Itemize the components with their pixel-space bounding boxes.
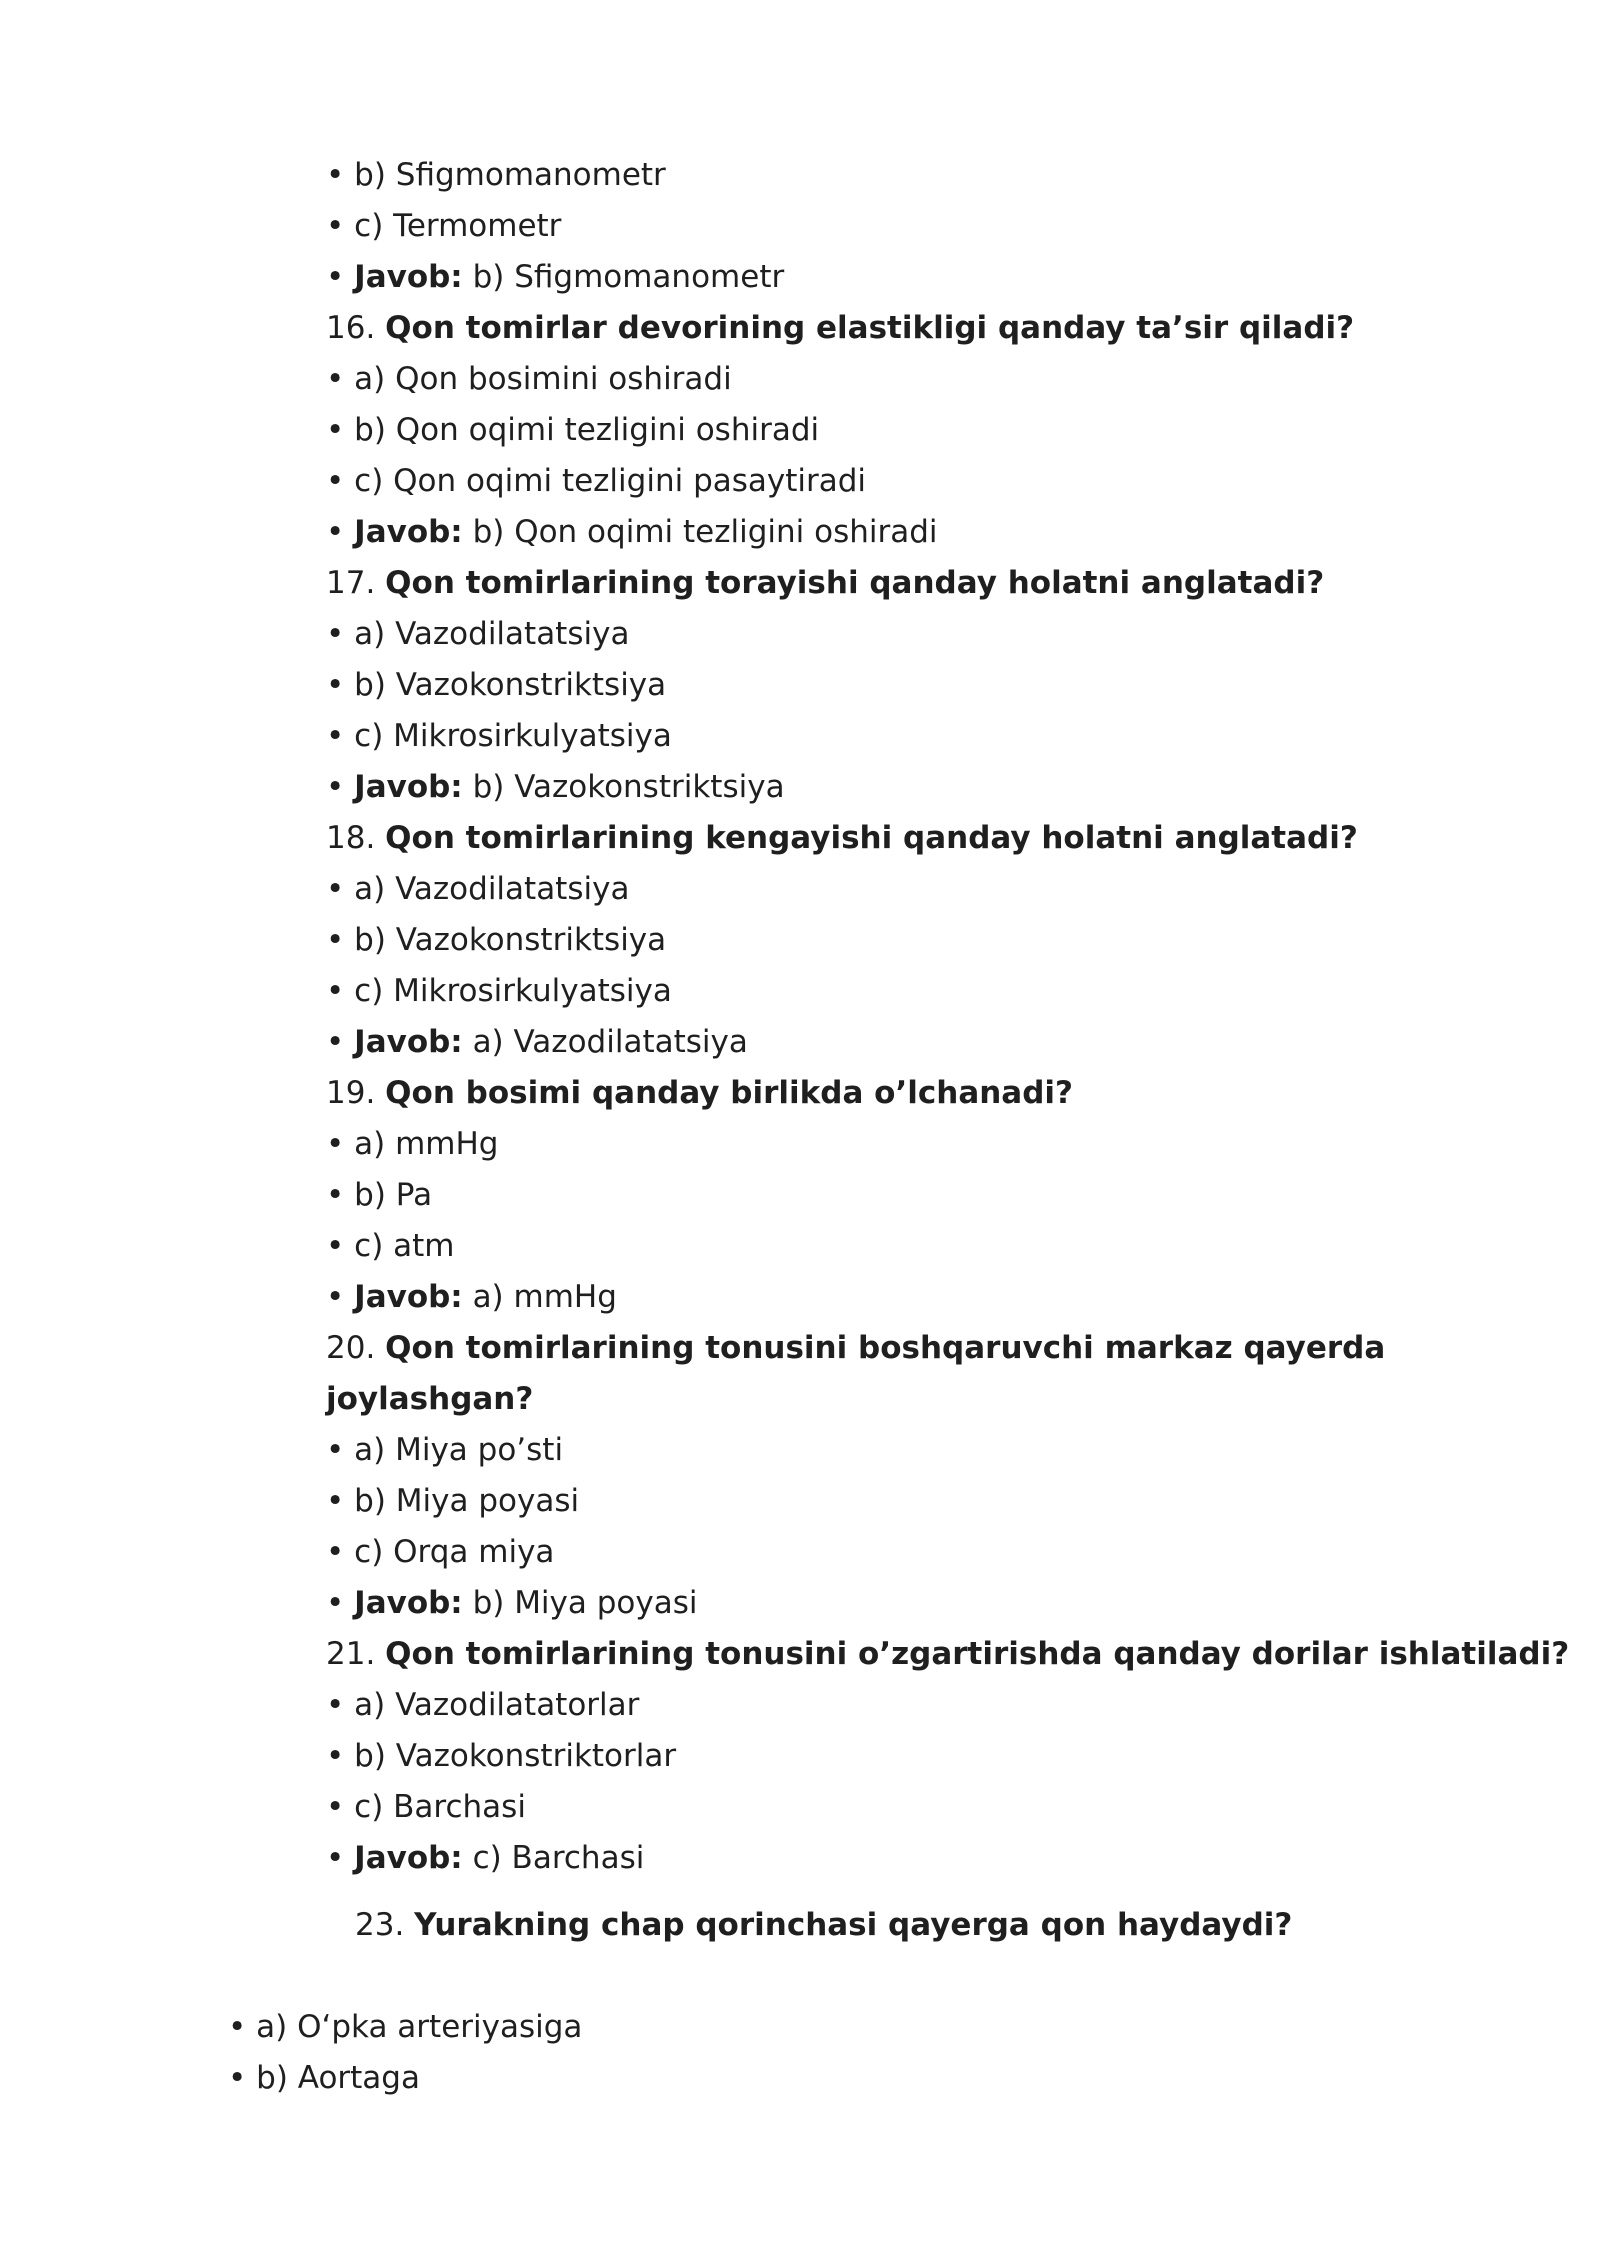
question-text: Qon tomirlarining tonusini o’zgartirishda qanday dorilar ishlatiladi? xyxy=(385,1636,1570,1672)
option-text: b) Aortaga xyxy=(256,2060,420,2096)
option-text: c) Qon oqimi tezligini pasaytiradi xyxy=(354,463,867,499)
option-line xyxy=(326,864,1556,915)
quiz-list xyxy=(326,150,1570,1884)
question-number: 16. xyxy=(326,310,376,346)
option-text: b) Vazokonstriktorlar xyxy=(354,1738,677,1774)
question-20 xyxy=(326,1323,1466,1425)
option-line xyxy=(326,966,1556,1017)
option-line xyxy=(326,1527,1556,1578)
bullet: • xyxy=(326,1279,345,1315)
answer-text: b) Miya poyasi xyxy=(472,1585,698,1621)
option-line xyxy=(326,1425,1556,1476)
answer-text: b) Qon oqimi tezligini oshiradi xyxy=(472,514,938,550)
option-line xyxy=(326,660,1556,711)
bullet: • xyxy=(326,769,345,805)
option-text: a) O‘pka arteriyasiga xyxy=(256,2009,583,2045)
bullet: • xyxy=(228,2009,247,2045)
option-text: b) Vazokonstriktsiya xyxy=(354,922,667,958)
option-line xyxy=(326,1119,1556,1170)
bullet: • xyxy=(326,463,345,499)
option-text: a) Vazodilatatsiya xyxy=(354,871,630,907)
question-text: Qon tomirlarining torayishi qanday holatni anglatadi? xyxy=(385,565,1325,601)
option-text: a) Vazodilatatsiya xyxy=(354,616,630,652)
answer-label: Javob: xyxy=(354,1585,463,1621)
bullet: • xyxy=(326,361,345,397)
bullet: • xyxy=(326,1432,345,1468)
bullet: • xyxy=(326,922,345,958)
option-text: a) Miya po’sti xyxy=(354,1432,564,1468)
bullet: • xyxy=(326,412,345,448)
bullet: • xyxy=(326,1585,345,1621)
bullet: • xyxy=(326,259,345,295)
answer-line xyxy=(326,252,1556,303)
question-17 xyxy=(326,558,1466,609)
option-text: c) Barchasi xyxy=(354,1789,526,1825)
answer-label: Javob: xyxy=(354,514,463,550)
bullet: • xyxy=(326,514,345,550)
bullet: • xyxy=(326,208,345,244)
bullet: • xyxy=(326,1789,345,1825)
bullet: • xyxy=(326,1840,345,1876)
answer-text: b) Vazokonstriktsiya xyxy=(472,769,785,805)
answer-line xyxy=(326,1833,1556,1884)
question-number: 18. xyxy=(326,820,376,856)
option-line xyxy=(326,456,1556,507)
answer-line xyxy=(326,1272,1556,1323)
option-line xyxy=(228,2053,582,2104)
option-text: b) Miya poyasi xyxy=(354,1483,580,1519)
option-text: a) Vazodilatatorlar xyxy=(354,1687,640,1723)
option-line xyxy=(326,201,1556,252)
question-text: Yurakning chap qorinchasi qayerga qon haydaydi? xyxy=(414,1907,1293,1943)
option-text: c) Mikrosirkulyatsiya xyxy=(354,718,672,754)
answer-line xyxy=(326,1578,1556,1629)
bullet: • xyxy=(326,1228,345,1264)
option-line xyxy=(326,1731,1556,1782)
question-number: 19. xyxy=(326,1075,376,1111)
bullet: • xyxy=(326,1738,345,1774)
question-text: Qon bosimi qanday birlikda o’lchanadi? xyxy=(385,1075,1074,1111)
answer-label: Javob: xyxy=(354,769,463,805)
option-line xyxy=(326,150,1556,201)
bullet: • xyxy=(326,1534,345,1570)
question-19 xyxy=(326,1068,1466,1119)
bullet: • xyxy=(326,1483,345,1519)
option-text: a) Qon bosimini oshiradi xyxy=(354,361,732,397)
question-number: 20. xyxy=(326,1330,376,1366)
question-23 xyxy=(355,1900,1292,1951)
answer-text: b) Sfigmomanometr xyxy=(472,259,785,295)
option-text: b) Vazokonstriktsiya xyxy=(354,667,667,703)
question-16 xyxy=(326,303,1466,354)
question-text: Qon tomirlarining kengayishi qanday holatni anglatadi? xyxy=(385,820,1358,856)
option-line xyxy=(326,915,1556,966)
answer-line xyxy=(326,762,1556,813)
answer-label: Javob: xyxy=(354,259,463,295)
bullet: • xyxy=(326,616,345,652)
answer-text: c) Barchasi xyxy=(472,1840,645,1876)
option-line xyxy=(326,1170,1556,1221)
option-line xyxy=(326,1680,1556,1731)
option-text: c) Mikrosirkulyatsiya xyxy=(354,973,672,1009)
bullet: • xyxy=(326,667,345,703)
bullet: • xyxy=(326,1024,345,1060)
option-text: a) mmHg xyxy=(354,1126,499,1162)
answer-label: Javob: xyxy=(354,1840,463,1876)
option-line xyxy=(326,711,1556,762)
answer-label: Javob: xyxy=(354,1024,463,1060)
bullet: • xyxy=(228,2060,247,2096)
question-23-options xyxy=(228,2002,582,2104)
option-text: c) Orqa miya xyxy=(354,1534,555,1570)
option-text: b) Qon oqimi tezligini oshiradi xyxy=(354,412,820,448)
option-text: c) atm xyxy=(354,1228,455,1264)
option-line xyxy=(326,1221,1556,1272)
bullet: • xyxy=(326,1177,345,1213)
answer-text: a) Vazodilatatsiya xyxy=(472,1024,748,1060)
answer-line xyxy=(326,1017,1556,1068)
bullet: • xyxy=(326,1687,345,1723)
bullet: • xyxy=(326,157,345,193)
bullet: • xyxy=(326,1126,345,1162)
option-line xyxy=(326,1476,1556,1527)
option-line xyxy=(326,1782,1556,1833)
option-line xyxy=(326,354,1556,405)
option-line xyxy=(326,609,1556,660)
bullet: • xyxy=(326,871,345,907)
question-21 xyxy=(326,1629,1570,1680)
answer-label: Javob: xyxy=(354,1279,463,1315)
question-number: 17. xyxy=(326,565,376,601)
question-text: Qon tomirlarining tonusini boshqaruvchi markaz qayerda joylashgan? xyxy=(326,1330,1386,1417)
bullet: • xyxy=(326,718,345,754)
question-number: 23. xyxy=(355,1907,405,1943)
option-text: b) Pa xyxy=(354,1177,433,1213)
option-line xyxy=(326,405,1556,456)
question-18 xyxy=(326,813,1466,864)
option-text: c) Termometr xyxy=(354,208,562,244)
bullet: • xyxy=(326,973,345,1009)
question-number: 21. xyxy=(326,1636,376,1672)
question-text: Qon tomirlar devorining elastikligi qanday ta’sir qiladi? xyxy=(385,310,1355,346)
answer-text: a) mmHg xyxy=(472,1279,617,1315)
answer-line xyxy=(326,507,1556,558)
option-line xyxy=(228,2002,582,2053)
option-text: b) Sfigmomanometr xyxy=(354,157,666,193)
